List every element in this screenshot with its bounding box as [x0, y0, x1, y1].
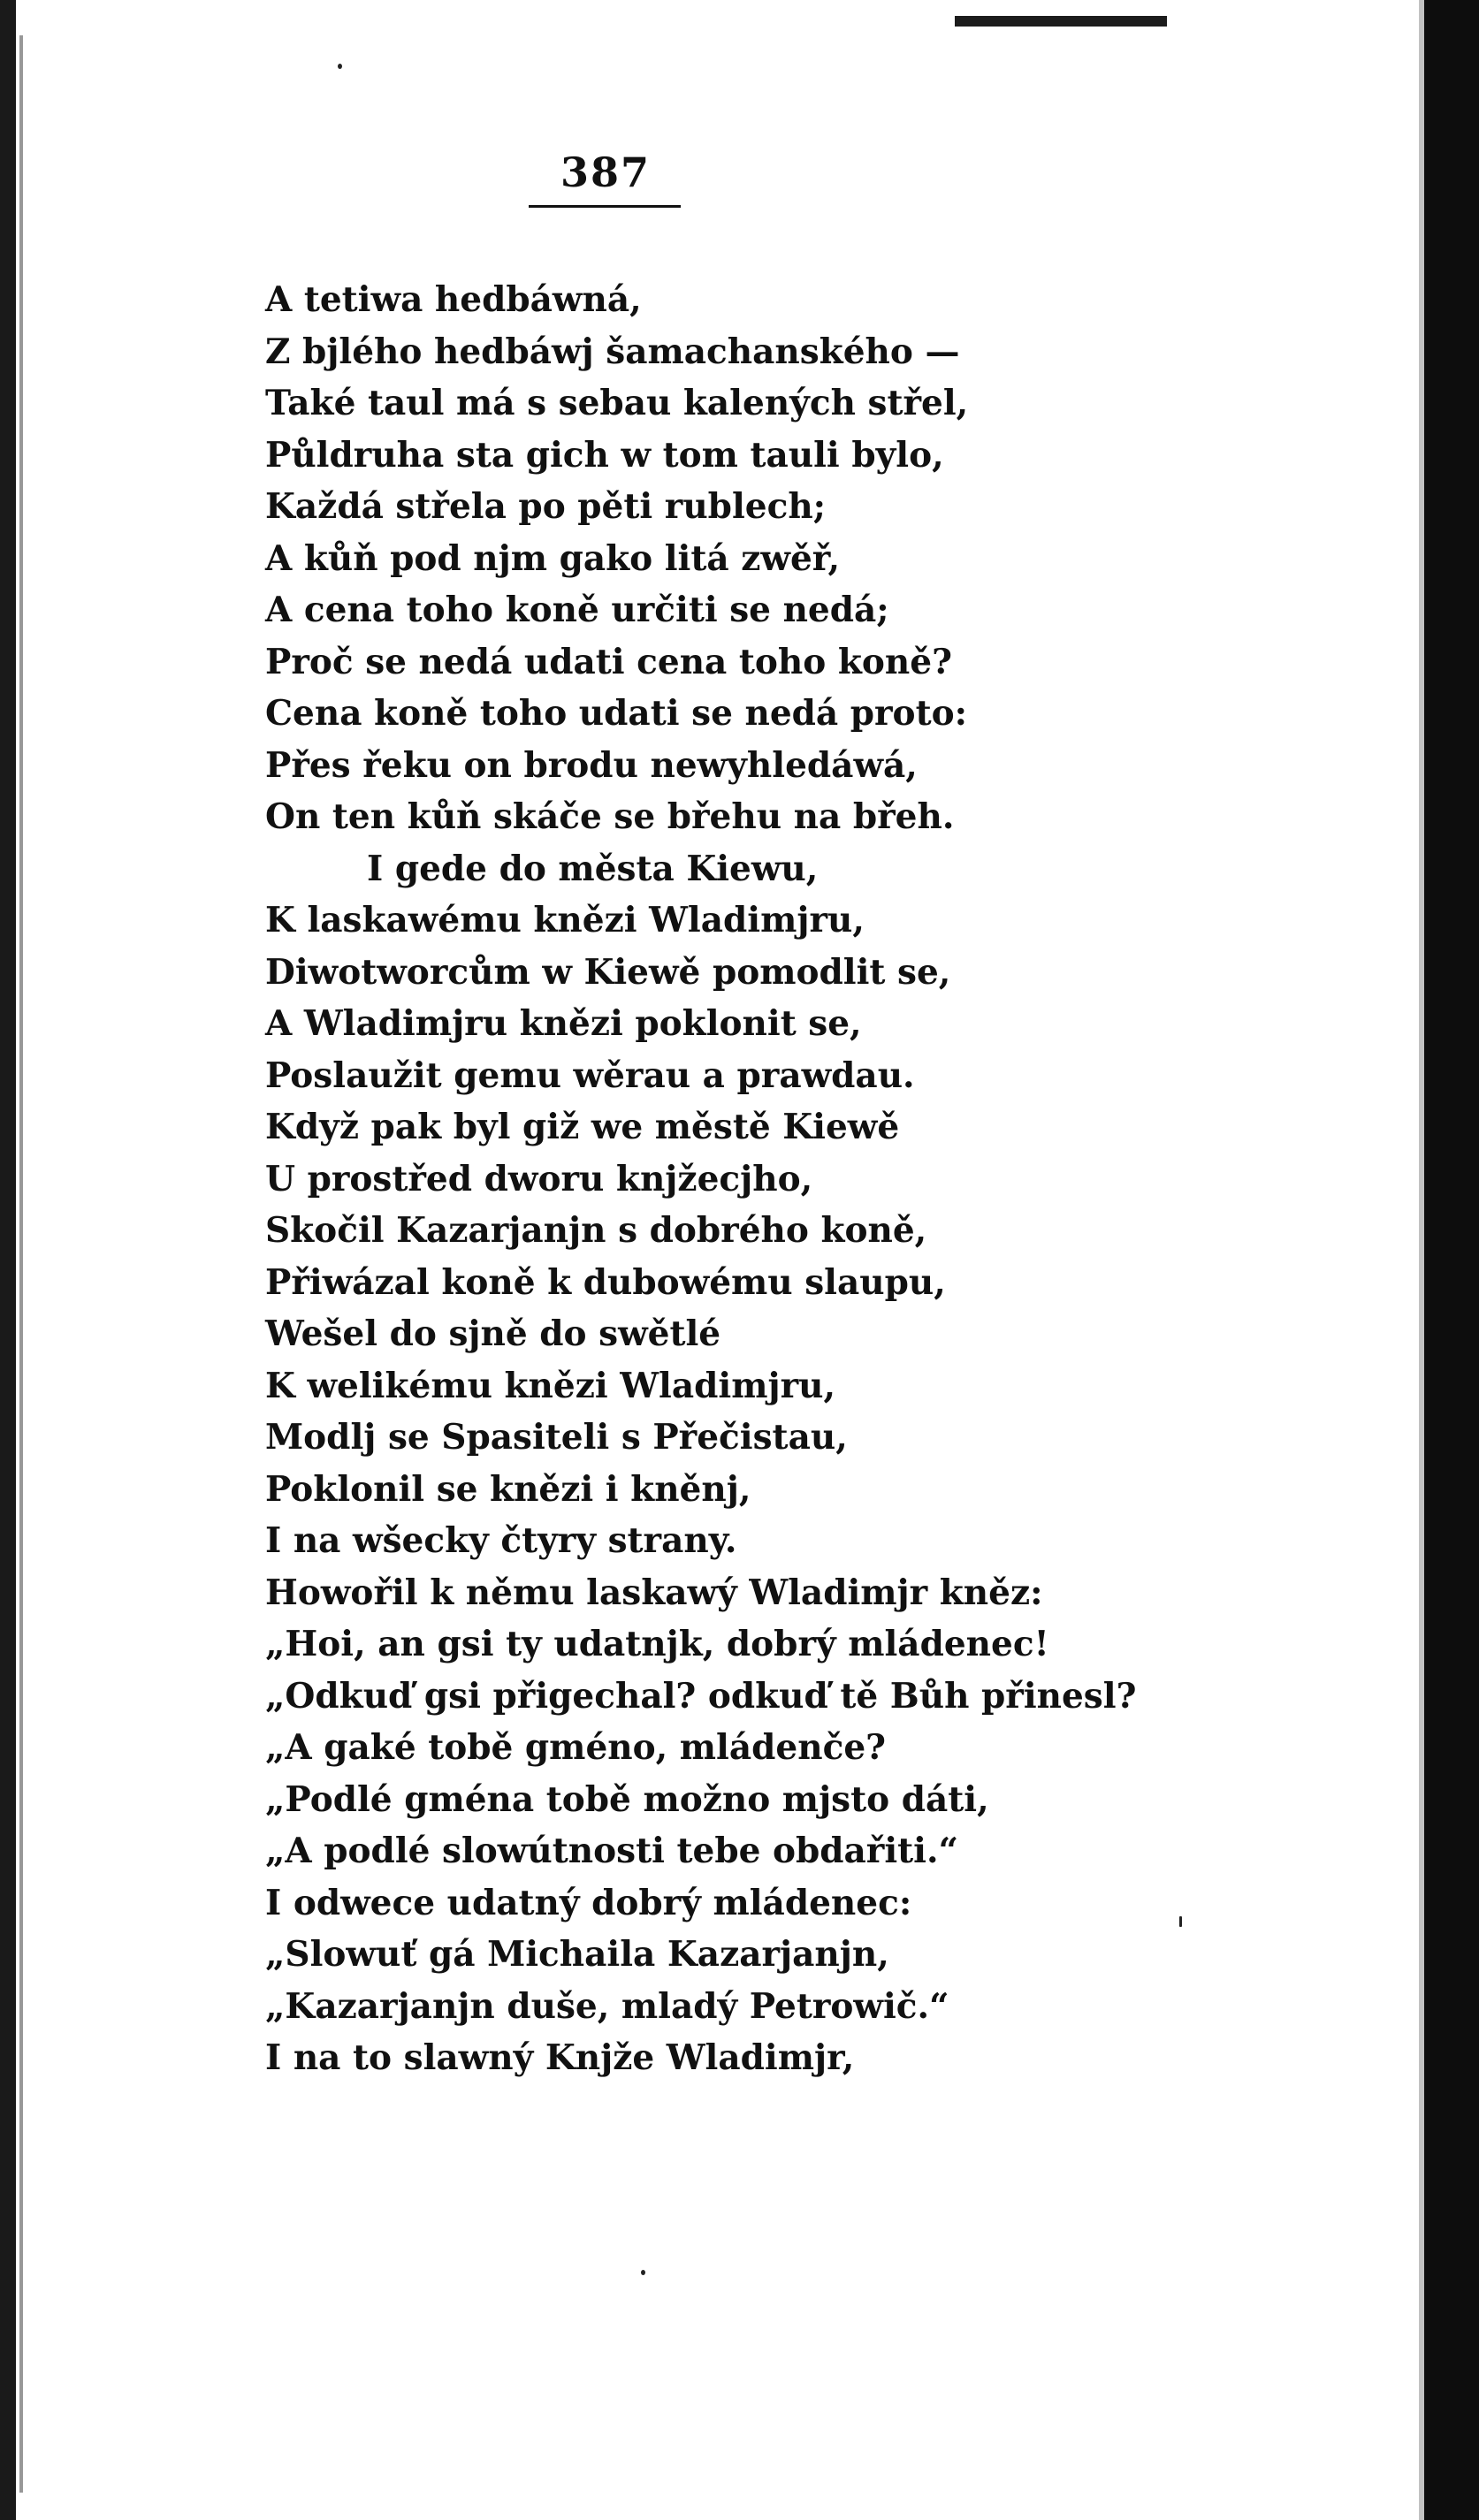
page-number-rule: [529, 205, 681, 208]
poem-line: Každá střela po pěti rublech;: [265, 486, 827, 527]
poem-line: Cena koně toho udati se nedá proto:: [265, 693, 967, 734]
poem-line: „Odkuď gsi přigechal? odkuď tě Bůh přinesl?: [265, 1675, 1137, 1717]
poem-line: A Wladimjru knězi poklonit se,: [265, 1003, 862, 1044]
scan-top-smudge: [955, 16, 1167, 27]
scan-speck: [641, 2270, 645, 2275]
poem-line: Modlj se Spasiteli s Přečistau,: [265, 1417, 848, 1458]
poem-line: Wešel do sjně do swětlé: [265, 1313, 721, 1354]
poem-line: Howořil k němu laskawý Wladimjr kněz:: [265, 1572, 1043, 1613]
poem-line: Diwotworcům w Kiewě pomodlit se,: [265, 951, 951, 993]
poem-line: Poklonil se knězi i kněnj,: [265, 1468, 751, 1510]
poem-line: Přes řeku on brodu newyhledáwá,: [265, 744, 918, 786]
poem-text: [265, 274, 1149, 2084]
poem-line: Skočil Kazarjanjn s dobrého koně,: [265, 1210, 927, 1251]
poem-line: A cena toho koně určiti se nedá;: [265, 590, 889, 630]
poem-line: Půldruha sta gich w tom tauli bylo,: [265, 434, 944, 476]
poem-line: On ten kůň skáče se břehu na břeh.: [265, 796, 955, 837]
scan-speck: [338, 64, 342, 69]
poem-line: Přiwázal koně k dubowému slaupu,: [265, 1261, 946, 1303]
poem-line: K laskawému knězi Wladimjru,: [265, 900, 865, 940]
scan-speck: [1179, 1916, 1182, 1927]
poem-line: Z bjlého hedbáwj šamachanského —: [265, 331, 960, 372]
page-number: 387: [560, 148, 652, 196]
poem-line: K welikému knězi Wladimjru,: [265, 1365, 836, 1406]
scan-left-edge: [0, 0, 16, 2520]
poem-line: „Podlé gména tobě možno mjsto dáti,: [265, 1778, 989, 1820]
poem-line: „Slowuť gá Michaila Kazarjanjn,: [265, 1934, 889, 1975]
poem-line: A kůň pod njm gako litá zwěř,: [265, 537, 841, 579]
poem-line: „Kazarjanjn duše, mladý Petrowič.“: [265, 1985, 949, 2027]
scan-right-edge: [1424, 0, 1479, 2520]
poem-line: „Hoi, an gsi ty udatnjk, dobrý mládenec!: [265, 1624, 1049, 1664]
scan-gutter-shadow: [19, 35, 23, 2493]
poem-line: A tetiwa hedbáwná,: [265, 279, 642, 320]
poem-line: I na wšecky čtyry strany.: [265, 1520, 737, 1561]
poem-line: „A podlé slowútnosti tebe obdařiti.“: [265, 1831, 958, 1871]
poem-line: „A gaké tobě gméno, mládenče?: [265, 1727, 886, 1768]
poem-line: I gede do města Kiewu,: [367, 848, 819, 889]
scan-right-shadow: [1419, 0, 1424, 2520]
poem-line: U prostřed dworu knjžecjho,: [265, 1158, 813, 1199]
poem-line: Proč se nedá udati cena toho koně?: [265, 641, 952, 682]
poem-line: Poslaužit gemu wěrau a prawdau.: [265, 1054, 915, 1096]
poem-line: Také taul má s sebau kalených střel,: [265, 383, 969, 423]
poem-line: I na to slawný Knjže Wladimjr,: [265, 2037, 855, 2078]
poem-line: I odwece udatný dobrý mládenec:: [265, 1882, 912, 1923]
poem-line: Když pak byl giž we městě Kiewě: [265, 1107, 900, 1147]
